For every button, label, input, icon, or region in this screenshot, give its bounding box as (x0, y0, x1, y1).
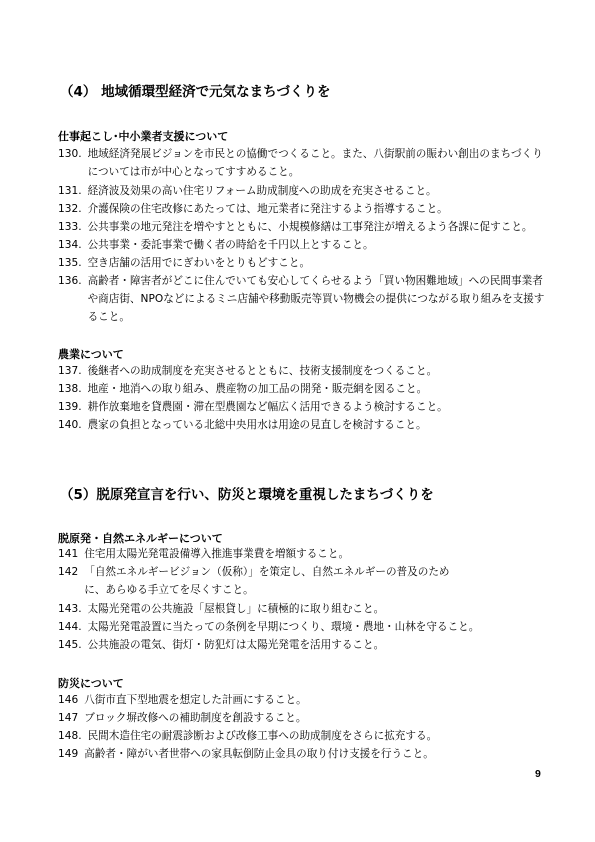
item-text: 地域経済発展ビジョンを市民との協働でつくること。また、八街駅前の賑わい創出のまちづくりについては市が中心となってすすめること。 (87, 148, 543, 178)
item-text: 高齢者・障がい者世帯への家具転倒防止金具の取り付け支援を行うこと。 (84, 748, 434, 760)
list-item-144 (58, 618, 548, 636)
list-item-137 (58, 362, 548, 380)
item-number: 148. (58, 730, 82, 742)
item-text: 公共事業・委託事業で働く者の時給を千円以上とすること。 (87, 239, 374, 251)
item-number: 143. (58, 603, 82, 615)
list-item-136 (58, 272, 548, 326)
list-item-135 (58, 254, 548, 272)
item-number: 137. (58, 365, 82, 377)
item-number: 133. (58, 221, 82, 233)
item-text: 公共事業の地元発注を増やすとともに、小規模修繕は工事発注が増えるよう各課に促すこと。 (87, 221, 533, 233)
section-4-title: （4） 地域循環型経済で元気なまちづくりを (60, 84, 331, 100)
list-item-131 (58, 182, 548, 200)
list-item-130 (58, 145, 548, 181)
list-item-147 (58, 709, 548, 727)
subsection-heading-disaster: 防災について (58, 677, 124, 690)
item-number: 139. (58, 401, 82, 413)
item-number: 144. (58, 621, 82, 633)
item-text: 公共施設の電気、街灯・防犯灯は太陽光発電を活用すること。 (87, 639, 385, 651)
item-text: 八街市直下型地震を想定した計画にすること。 (84, 694, 307, 706)
list-item-139 (58, 398, 548, 416)
page-number: 9 (535, 768, 541, 780)
item-text: 農家の負担となっている北総中央用水は用途の見直しを検討すること。 (87, 419, 427, 431)
item-number: 147 (58, 712, 79, 724)
subsection-heading-business: 仕事起こし･中小業者支援について (58, 130, 229, 143)
item-text: 耕作放棄地を貸農園・滞在型農園など幅広く活用できるよう検討すること。 (87, 401, 448, 413)
list-item-133 (58, 218, 548, 236)
item-number: 130. (58, 148, 82, 160)
item-number: 142 (58, 566, 79, 578)
list-item-148 (58, 727, 548, 745)
item-text: 太陽光発電設置に当たっての条例を早期につくり、環境・農地・山林を守ること。 (87, 621, 480, 633)
item-number: 140. (58, 419, 82, 431)
item-number: 131. (58, 185, 82, 197)
list-item-149 (58, 745, 548, 763)
item-text: 後継者への助成制度を充実させるとともに、技術支援制度をつくること。 (87, 365, 438, 377)
item-text: 太陽光発電の公共施設「屋根貸し」に積極的に取り組むこと。 (87, 603, 385, 615)
item-text: 高齢者・障害者がどこに住んでいても安心してくらせるよう「買い物困難地域」への民間事業者や商店街、NPOなどによるミニ店舗や移動販売等買い物機会の提供につながる取り組みを支援すること。 (87, 275, 545, 323)
item-text: 経済波及効果の高い住宅リフォーム助成制度への助成を充実させること。 (87, 185, 437, 197)
item-text: 住宅用太陽光発電設備導入推進事業費を増額すること。 (84, 548, 350, 560)
subsection-heading-energy: 脱原発・自然エネルギーについて (58, 532, 223, 545)
list-item-142 (58, 563, 458, 599)
item-number: 145. (58, 639, 82, 651)
list-item-143 (58, 600, 548, 618)
list-item-138 (58, 380, 548, 398)
item-number: 138. (58, 383, 82, 395)
item-number: 141 (58, 548, 79, 560)
list-item-132 (58, 200, 548, 218)
item-number: 146 (58, 694, 79, 706)
item-number: 134. (58, 239, 82, 251)
list-item-141 (58, 545, 548, 563)
section-5-title: （5）脱原発宣言を行い、防災と環境を重視したまちづくりを (60, 487, 434, 503)
list-item-134 (58, 236, 548, 254)
item-text: 民間木造住宅の耐震診断および改修工事への助成制度をさらに拡充する。 (87, 730, 438, 742)
list-item-140 (58, 416, 548, 434)
list-item-145 (58, 636, 548, 654)
list-item-146 (58, 691, 548, 709)
item-number: 135. (58, 257, 82, 269)
item-number: 132. (58, 203, 82, 215)
item-text: ブロック塀改修への補助制度を創設すること。 (84, 712, 307, 724)
item-number: 136. (58, 275, 82, 287)
subsection-heading-agriculture: 農業について (58, 348, 124, 361)
item-text: 空き店舗の活用でにぎわいをとりもどすこと。 (87, 257, 311, 269)
item-text: 介護保険の住宅改修にあたっては、地元業者に発注するよう指導すること。 (87, 203, 448, 215)
item-text: 「自然エネルギービジョン（仮称）」を策定し、自然エネルギーの普及のために、あらゆる手立てを尽くすこと。 (84, 566, 450, 596)
item-text: 地産・地消への取り組み、農産物の加工品の開発・販売網を図ること。 (87, 383, 428, 395)
item-number: 149 (58, 748, 79, 760)
